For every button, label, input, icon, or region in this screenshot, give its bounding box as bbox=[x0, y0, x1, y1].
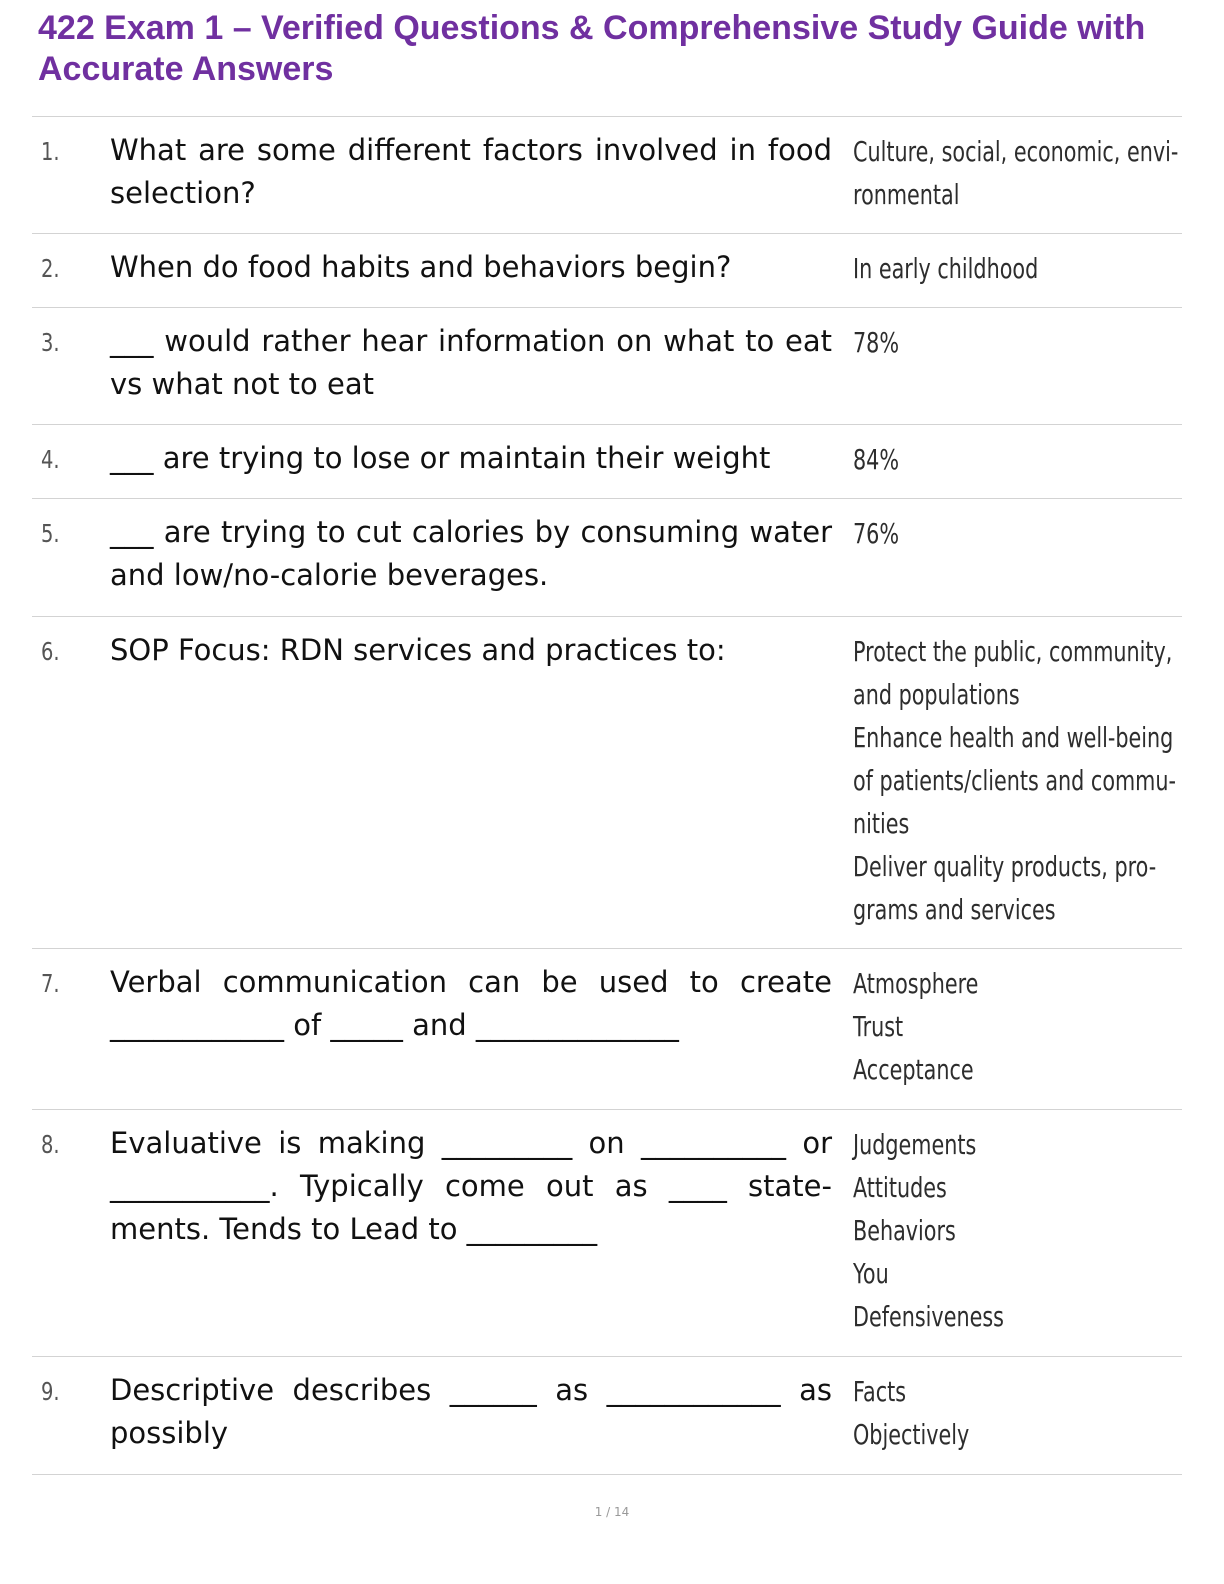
flashcard-row-7 bbox=[32, 949, 1182, 1110]
question-number: 1. bbox=[41, 137, 60, 166]
answer-line: 84% bbox=[853, 443, 900, 476]
answer-text bbox=[853, 512, 1164, 555]
answer-line: and populations bbox=[853, 678, 1020, 711]
answer-text bbox=[853, 1123, 1164, 1338]
answer-text bbox=[853, 321, 1164, 364]
answer-line: Acceptance bbox=[853, 1053, 974, 1086]
answer-text bbox=[853, 630, 1176, 931]
question-text: SOP Focus: RDN services and practices to: bbox=[110, 633, 726, 667]
answer-text bbox=[853, 247, 1164, 290]
answer-text bbox=[853, 130, 1179, 216]
answer-line: Culture, social, economic, envi- bbox=[853, 135, 1179, 168]
question-text: Descriptive describes ______ as ____________ as possibly bbox=[110, 1373, 832, 1450]
answer-line: Attitudes bbox=[853, 1171, 947, 1204]
flashcard-row-3 bbox=[32, 308, 1182, 425]
question-text: When do food habits and behaviors begin? bbox=[110, 250, 732, 284]
answer-line: 76% bbox=[853, 517, 900, 550]
question-number: 7. bbox=[41, 969, 60, 998]
flashcard-row-8 bbox=[32, 1110, 1182, 1357]
question-text: ___ are trying to cut calories by consuming water and low/no-calorie beverages. bbox=[110, 515, 832, 592]
answer-line: Trust bbox=[853, 1010, 904, 1043]
answer-line: ronmental bbox=[853, 178, 960, 211]
answer-line: grams and services bbox=[853, 893, 1056, 926]
flashcard-row-2 bbox=[32, 234, 1182, 308]
flashcard-row-4 bbox=[32, 425, 1182, 499]
question-number: 9. bbox=[41, 1377, 60, 1406]
question-number: 4. bbox=[41, 445, 60, 474]
answer-line: Facts bbox=[853, 1375, 907, 1408]
question-text: Evaluative is making _________ on __________ or ___________. Typically come out as ____ state- ments. Tends to Lead to _________ bbox=[110, 1126, 832, 1246]
answer-line: Protect the public, community, bbox=[853, 635, 1173, 668]
question-number: 5. bbox=[41, 519, 60, 548]
page-indicator: 1 / 14 bbox=[594, 1505, 630, 1519]
question-number: 8. bbox=[41, 1130, 60, 1159]
answer-line: Behaviors bbox=[853, 1214, 956, 1247]
answer-line: You bbox=[853, 1257, 889, 1290]
answer-text bbox=[853, 962, 1164, 1091]
flashcard-row-6 bbox=[32, 617, 1182, 949]
answer-line: Atmosphere bbox=[853, 967, 979, 1000]
answer-text bbox=[853, 438, 1164, 481]
question-text: What are some different factors involved in food selection? bbox=[110, 133, 832, 210]
answer-line: Judgements bbox=[853, 1128, 977, 1161]
flashcard-row-5 bbox=[32, 499, 1182, 617]
answer-line: Defensiveness bbox=[853, 1300, 1004, 1333]
question-number: 6. bbox=[41, 637, 60, 666]
question-text: ___ would rather hear information on what to eat vs what not to eat bbox=[110, 324, 832, 401]
document-title: 422 Exam 1 – Verified Questions & Comprehensive Study Guide with Accurate Answers bbox=[38, 9, 1146, 88]
flashcard-table bbox=[32, 116, 1182, 1475]
answer-line: 78% bbox=[853, 326, 900, 359]
flashcard-row-9 bbox=[32, 1357, 1182, 1475]
answer-line: Deliver quality products, pro- bbox=[853, 850, 1157, 883]
flashcard-row-1 bbox=[32, 117, 1182, 234]
question-number: 3. bbox=[41, 328, 60, 357]
question-text: ___ are trying to lose or maintain their weight bbox=[110, 441, 771, 475]
answer-line: of patients/clients and commu- bbox=[853, 764, 1176, 797]
question-number: 2. bbox=[41, 254, 60, 283]
answer-line: nities bbox=[853, 807, 910, 840]
question-text: Verbal communication can be used to create ____________ of _____ and ______________ bbox=[110, 965, 832, 1042]
answer-line: Enhance health and well-being bbox=[853, 721, 1174, 754]
answer-line: Objectively bbox=[853, 1418, 970, 1451]
answer-line: In early childhood bbox=[853, 252, 1039, 285]
answer-text bbox=[853, 1370, 1164, 1456]
